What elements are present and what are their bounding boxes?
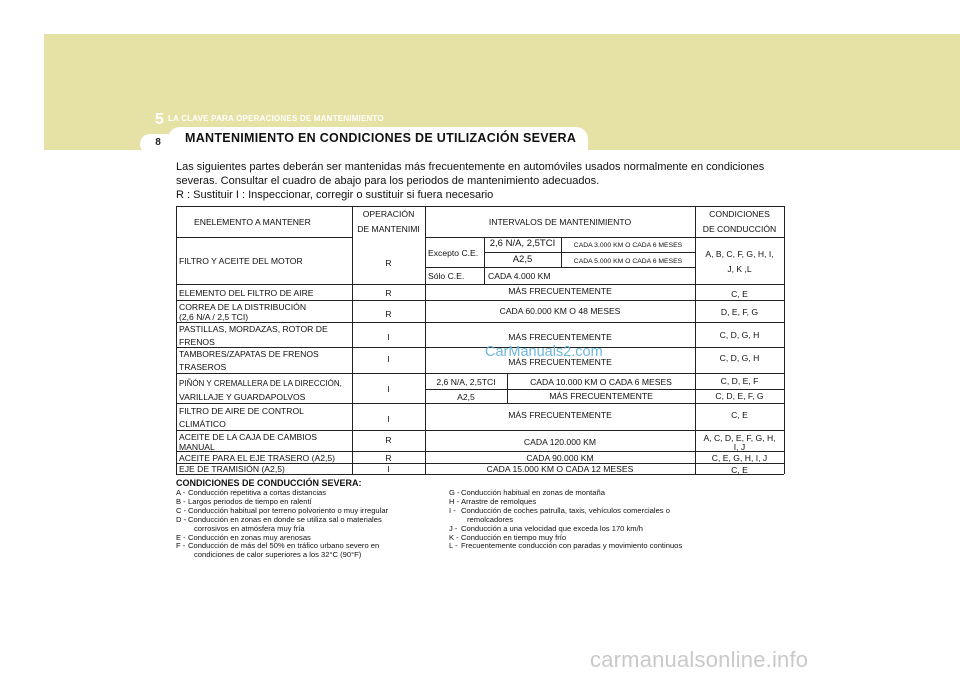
table-border-bottom — [176, 474, 784, 475]
table-line — [176, 451, 784, 452]
header-intervals: INTERVALOS DE MANTENIMIENTO — [488, 217, 632, 227]
table-line — [425, 389, 784, 390]
row-rear-axle-cond: C, E, G, H, I, J — [711, 453, 768, 463]
maintenance-table — [176, 206, 784, 474]
condition-text: Conducción habitual por terreno polvoriento o muy irregular — [188, 505, 389, 515]
row-steering-cond-2: C, D, E, F, G — [715, 391, 764, 401]
row-drive-shaft-cond: C, E — [731, 465, 748, 475]
header-operation-1: OPERACIÓN — [362, 209, 415, 219]
row-drive-shaft-op: I — [387, 464, 390, 474]
table-line — [176, 322, 784, 323]
row-air-filter-element: ELEMENTO DEL FILTRO DE AIRE — [179, 288, 314, 298]
row-drums-cond: C, D, G, H — [719, 353, 760, 363]
condition-key: A - — [176, 488, 186, 497]
table-line — [176, 300, 784, 301]
intro-line-3: R : Sustituir I : Inspeccionar, corregir o sustituir si fuera necesario — [176, 189, 494, 201]
row-pads-element-2: FRENOS — [179, 337, 215, 347]
row-gearbox-oil-op: R — [385, 435, 392, 445]
row-oil-filter-cond-1: A, B, C, F, G, H, I, — [705, 249, 774, 259]
condition-key: L - — [449, 541, 458, 551]
table-line — [176, 430, 784, 431]
table-line — [176, 347, 784, 348]
condition-text: Conducción en tiempo muy frío — [461, 532, 567, 542]
row-drums-interval: MÁS FRECUENTEMENTE — [508, 357, 612, 367]
row-drive-shaft-interval: CADA 15.000 KM O CADA 12 MESES — [486, 464, 634, 474]
row-rear-axle-interval: CADA 90.000 KM — [526, 453, 594, 463]
condition-key: F - — [176, 541, 186, 551]
row-drive-shaft-element: EJE DE TRAMISIÓN (A2,5) — [179, 464, 285, 474]
row-drums-element-1: TAMBORES/ZAPATAS DE FRENOS — [179, 349, 319, 359]
header-element: ENELEMENTO A MANTENER — [194, 217, 311, 227]
condition-key: B - — [176, 496, 186, 506]
condition-text: Conducción en zonas en donde se utiliza sal o materiales — [188, 514, 382, 524]
condition-text: condiciones de calor superiores a los 32°C (90°F) — [194, 550, 362, 560]
condition-key: E - — [176, 532, 186, 542]
header-operation-2: DE MANTENIMI — [357, 224, 420, 234]
row-steering-cond-1: C, D, E, F — [720, 376, 759, 386]
table-line — [695, 237, 784, 238]
row-steering-element-2: VARILLAJE Y GUARDAPOLVOS — [179, 392, 306, 402]
row-steering-interval-2: MÁS FRECUENTEMENTE — [549, 391, 653, 401]
condition-key: I - — [449, 505, 456, 515]
row-oil-filter-interval-3: CADA 4.000 KM — [488, 271, 551, 281]
condition-item — [176, 551, 438, 560]
condition-key: G - — [449, 488, 460, 497]
row-steering-interval-1: CADA 10.000 KM O CADA 6 MESES — [530, 377, 672, 387]
row-oil-filter-interval-1: CADA 3.000 KM O CADA 6 MESES — [573, 242, 683, 249]
row-air-filter-cond: C, E — [731, 289, 748, 299]
condition-text: Conducción a una velocidad que exceda los 170 km/h — [461, 523, 643, 533]
row-drums-op: I — [387, 354, 390, 364]
section-title: MANTENIMIENTO EN CONDICIONES DE UTILIZACIÓN SEVERA — [185, 131, 577, 145]
row-air-filter-op: R — [385, 288, 392, 298]
condition-text: Conducción de más del 50% en tráfico urbano severo en — [188, 541, 380, 551]
table-line — [176, 237, 352, 238]
row-climate-filter-interval: MÁS FRECUENTEMENTE — [508, 410, 612, 420]
condition-text: remolcadores — [467, 514, 514, 524]
table-line — [176, 284, 784, 285]
row-timing-belt-op: R — [385, 309, 392, 319]
condition-text: Conducción de coches patrulla, taxis, vehículos comerciales o — [461, 505, 670, 515]
page-number: 8 — [155, 137, 161, 148]
chapter-title: LA CLAVE PARA OPERACIONES DE MANTENIMIENTO — [168, 114, 384, 123]
row-pads-op: I — [387, 332, 390, 342]
condition-key: D - — [176, 514, 187, 524]
conditions-title: CONDICIONES DE CONDUCCIÓN SEVERA: — [176, 478, 362, 488]
row-rear-axle-element: ACEITE PARA EL EJE TRASERO (A2,5) — [179, 453, 336, 463]
row-rear-axle-op: R — [385, 453, 392, 463]
row-climate-filter-element-2: CLIMÁTICO — [179, 419, 226, 429]
intro-text — [176, 160, 786, 202]
condition-text: Conducción en zonas muy arenosas — [188, 532, 311, 542]
condition-text: corrosivos en atmósfera muy fría — [194, 523, 305, 533]
table-border-top — [176, 206, 784, 207]
row-oil-filter-cond-2: J, K ,L — [727, 264, 752, 274]
row-gearbox-oil-interval: CADA 120.000 KM — [523, 437, 597, 447]
row-steering-op: I — [387, 384, 390, 394]
row-oil-filter-excepto: Excepto C.E. — [428, 248, 479, 258]
condition-text: Largos periodos de tiempo en ralentí — [188, 496, 312, 506]
row-gearbox-oil-element-1: ACEITE DE LA CAJA DE CAMBIOS — [179, 432, 318, 442]
conditions-list-right — [449, 489, 749, 551]
header-conditions-1: CONDICIONES — [709, 209, 770, 219]
condition-key: H - — [449, 496, 460, 506]
row-gearbox-oil-cond-1: A, C, D, E, F, G, H, — [703, 433, 776, 443]
row-timing-belt-element-2: (2,6 N/A / 2,5 TCI) — [179, 312, 249, 322]
condition-key: C - — [176, 505, 187, 515]
row-oil-filter-engine-2: A2,5 — [512, 254, 533, 265]
row-oil-filter-engine-1: 2,6 N/A, 2,5TCI — [489, 238, 556, 249]
header-conditions-2: DE CONDUCCIÓN — [702, 224, 777, 234]
row-timing-belt-interval: CADA 60.000 KM O 48 MESES — [499, 306, 621, 316]
table-line — [176, 373, 784, 374]
row-climate-filter-op: I — [387, 414, 390, 424]
condition-key: K - — [449, 532, 459, 542]
row-steering-element-1: PIÑÓN Y CREMALLERA DE LA DIRECCIÓN, — [179, 379, 342, 388]
row-steering-engine-2: A2,5 — [457, 392, 475, 402]
row-drums-element-2: TRASEROS — [179, 362, 227, 372]
condition-key — [176, 551, 188, 560]
condition-item — [449, 542, 749, 551]
row-gearbox-oil-cond-2: I, J — [733, 442, 746, 452]
row-air-filter-interval: MÁS FRECUENTEMENTE — [508, 286, 612, 296]
table-border-right — [784, 206, 785, 474]
watermark: CarManuals2.com — [485, 344, 603, 360]
intro-line-2: severas. Consultar el cuadro de abajo para los periodos de mantenimiento adecuados. — [176, 175, 600, 187]
conditions-list-left — [176, 489, 438, 560]
table-line — [484, 252, 695, 253]
table-line — [425, 237, 695, 238]
chapter-number: 5 — [155, 111, 164, 128]
row-timing-belt-cond: D, E, F, G — [720, 307, 759, 317]
row-pads-element-1: PASTILLAS, MORDAZAS, ROTOR DE — [179, 324, 328, 334]
table-line — [176, 403, 784, 404]
row-oil-filter-element: FILTRO Y ACEITE DEL MOTOR — [179, 256, 303, 266]
row-climate-filter-element-1: FILTRO DE AIRE DE CONTROL — [179, 406, 304, 416]
condition-text: Conducción repetitiva a cortas distancias — [188, 488, 327, 497]
table-border-left — [176, 206, 177, 474]
row-pads-interval: MÁS FRECUENTEMENTE — [508, 332, 612, 342]
condition-key: J - — [449, 523, 458, 533]
condition-text: Arrastre de remolques — [461, 496, 537, 506]
row-climate-filter-cond: C, E — [731, 410, 748, 420]
condition-text: Frecuentemente conducción con paradas y movimiento continuos — [461, 541, 683, 551]
condition-text: Conducción habitual en zonas de montaña — [461, 488, 605, 497]
table-line — [425, 267, 695, 268]
row-steering-engine-1: 2,6 N/A, 2,5TCI — [436, 377, 496, 387]
row-gearbox-oil-element-2: MANUAL — [179, 442, 215, 452]
row-oil-filter-solo: Sólo C.E. — [428, 271, 465, 281]
row-timing-belt-element-1: CORREA DE LA DISTRIBUCIÓN — [179, 302, 307, 312]
row-oil-filter-op: R — [385, 258, 392, 268]
footer-watermark: carmanualsonline.info — [590, 647, 809, 672]
intro-line-1: Las siguientes partes deberán ser mantenidas más frecuentemente en automóviles usados normalmente en condiciones — [176, 161, 765, 173]
row-oil-filter-interval-2: CADA 5.000 KM O CADA 6 MESES — [573, 258, 683, 265]
row-pads-cond: C, D, G, H — [719, 330, 760, 340]
